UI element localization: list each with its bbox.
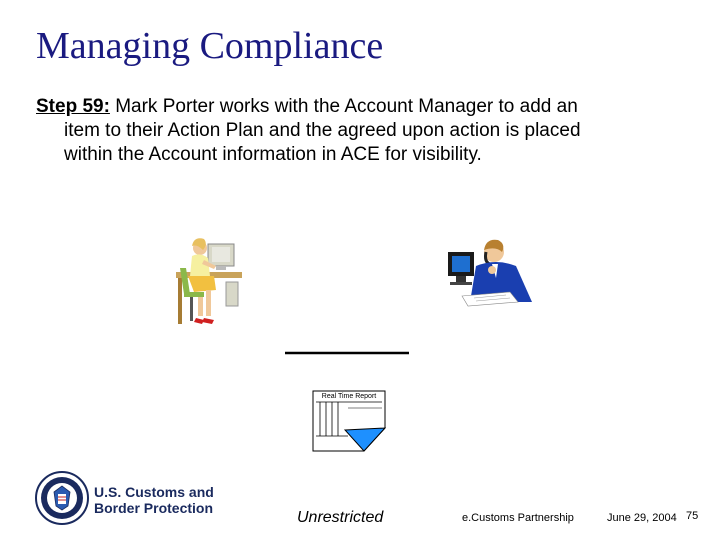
footer-partnership: e.Customs Partnership <box>462 512 574 524</box>
page-number: 75 <box>686 510 699 522</box>
agency-name-line-2: Border Protection <box>94 500 214 516</box>
step-text-2: item to their Action Plan and the agreed upon action is placed <box>64 120 581 141</box>
footer-classification: Unrestricted <box>297 509 384 526</box>
connector-line <box>285 350 409 356</box>
agency-name <box>94 484 214 516</box>
agency-name-line-1: U.S. Customs and <box>94 484 214 500</box>
step-label: Step 59: <box>36 96 110 117</box>
report-title: Real Time Report <box>321 393 377 400</box>
footer-date: June 29, 2004 <box>607 512 677 524</box>
slide-title: Managing Compliance <box>36 25 384 67</box>
step-line-1 <box>36 95 696 119</box>
step-text-1: Mark Porter works with the Account Manager to add an <box>109 96 578 117</box>
step-text-3: within the Account information in ACE for visibility. <box>64 144 482 165</box>
woman-at-computer-illustration <box>170 232 250 327</box>
step-description <box>36 95 696 167</box>
man-on-phone-illustration <box>440 232 540 312</box>
